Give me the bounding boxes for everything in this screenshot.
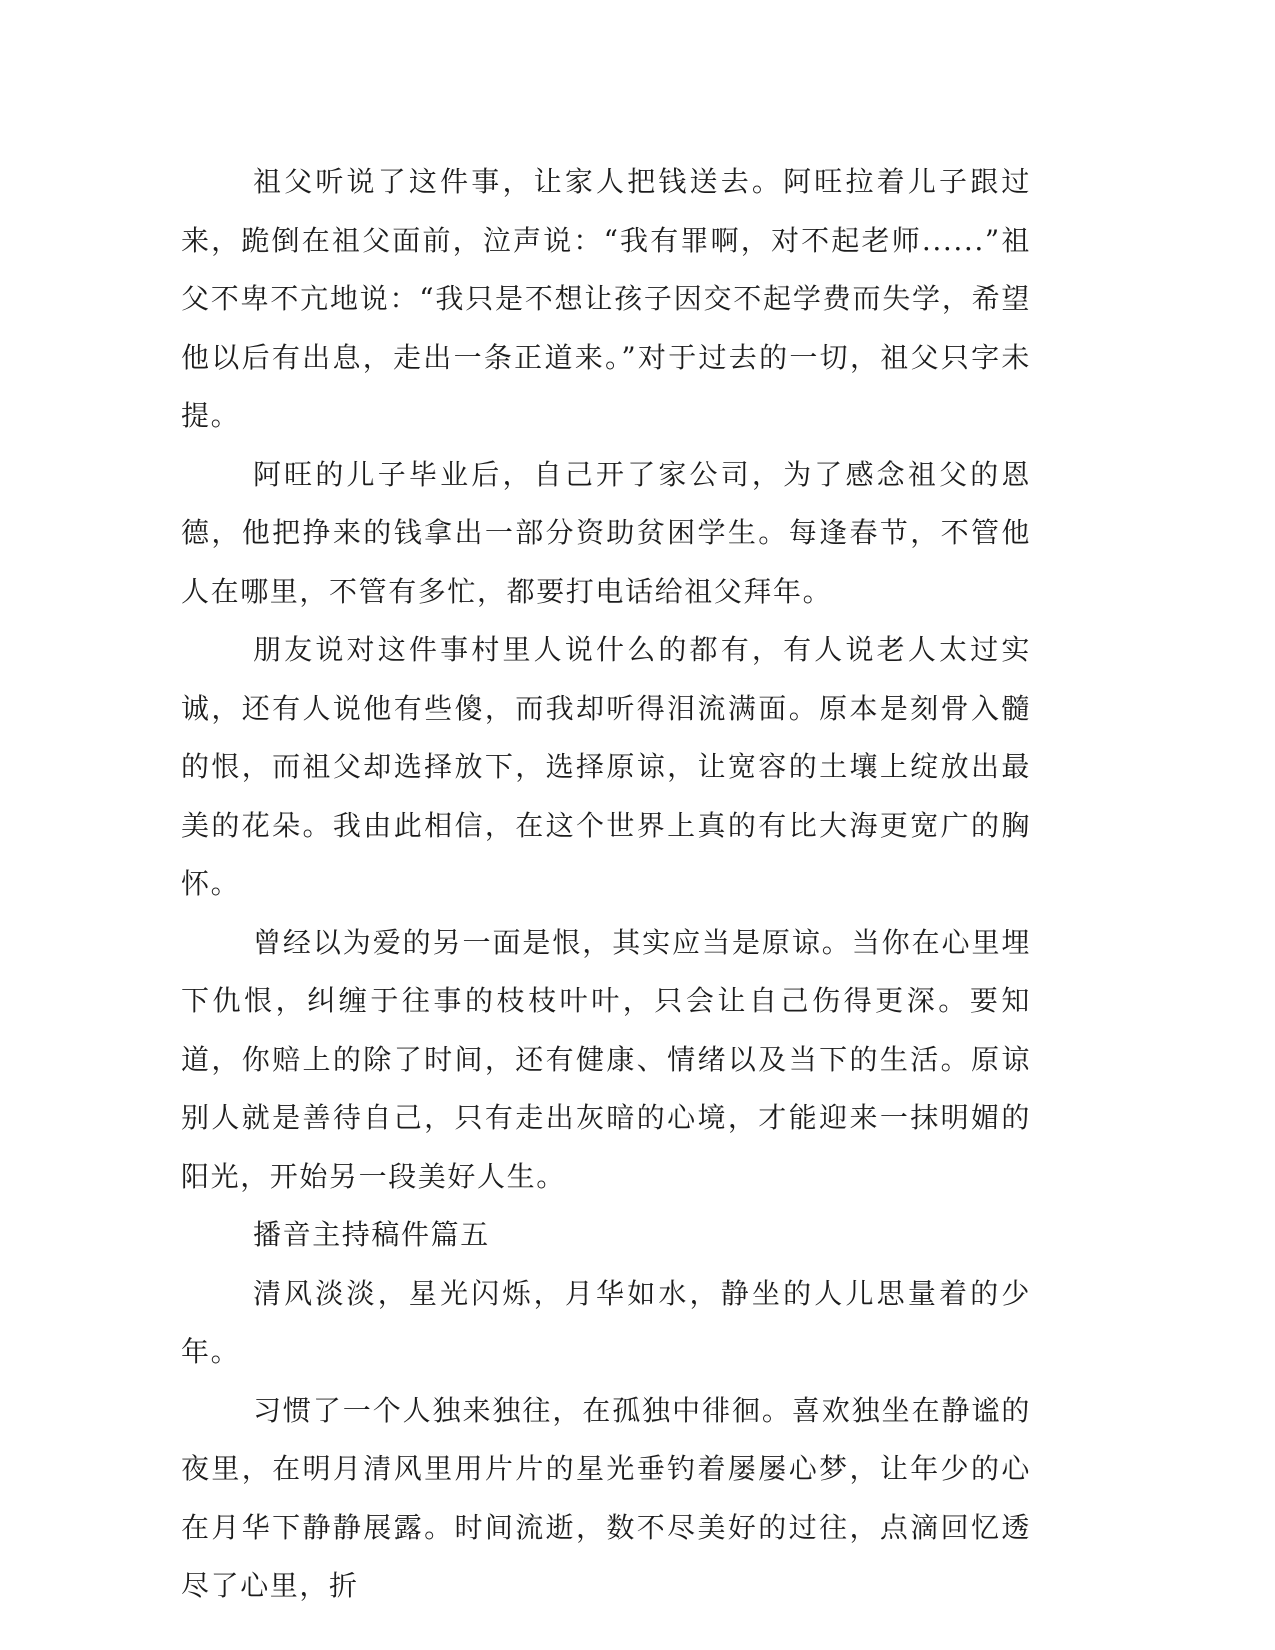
section-heading: 播音主持稿件篇五 — [253, 1218, 490, 1251]
paragraph-village-opinions: 朋友说对这件事村里人说什么的都有，有人说老人太过实诚，还有人说他有些傻，而我却听得泪流满面。原本是刻骨入髓的恨，而祖父却选择放下，选择原谅，让宽容的土壤上绽放出最美的花朵。我由此相信，在这个世界上真的有比大海更宽广的胸怀。 — [181, 633, 1031, 900]
paragraph-solitude: 习惯了一个人独来独往，在孤独中徘徊。喜欢独坐在静谧的夜里，在明月清风里用片片的星光垂钓着屡屡心梦，让年少的心在月华下静静展露。时间流逝，数不尽美好的过往，点滴回忆透尽了心里，折 — [181, 1393, 1031, 1602]
paragraph-forgiveness-reflection: 曾经以为爱的另一面是恨，其实应当是原谅。当你在心里埋下仇恨，纠缠于往事的枝枝叶叶，只会让自己伤得更深。要知道，你赔上的除了时间，还有健康、情绪以及当下的生活。原谅别人就是善待自己，只有走出灰暗的心境，才能迎来一抹明媚的阳光，开始另一段美好人生。 — [181, 925, 1031, 1193]
document-body — [181, 153, 1031, 1616]
paragraph-son-gratitude: 阿旺的儿子毕业后，自己开了家公司，为了感念祖父的恩德，他把挣来的钱拿出一部分资助贫困学生。每逢春节，不管他人在哪里，不管有多忙，都要打电话给祖父拜年。 — [181, 457, 1031, 608]
paragraph-night-scene: 清风淡淡，星光闪烁，月华如水，静坐的人儿思量着的少年。 — [181, 1276, 1031, 1368]
paragraph-grandfather-forgives: 祖父听说了这件事，让家人把钱送去。阿旺拉着儿子跟过来，跪倒在祖父面前，泣声说：“我有罪啊，对不起老师......”祖父不卑不亢地说：“我只是不想让孩子因交不起学费而失学，希望他以后有出息，走出一条正道来。”对于过去的一切，祖父只字未提。 — [181, 165, 1031, 432]
